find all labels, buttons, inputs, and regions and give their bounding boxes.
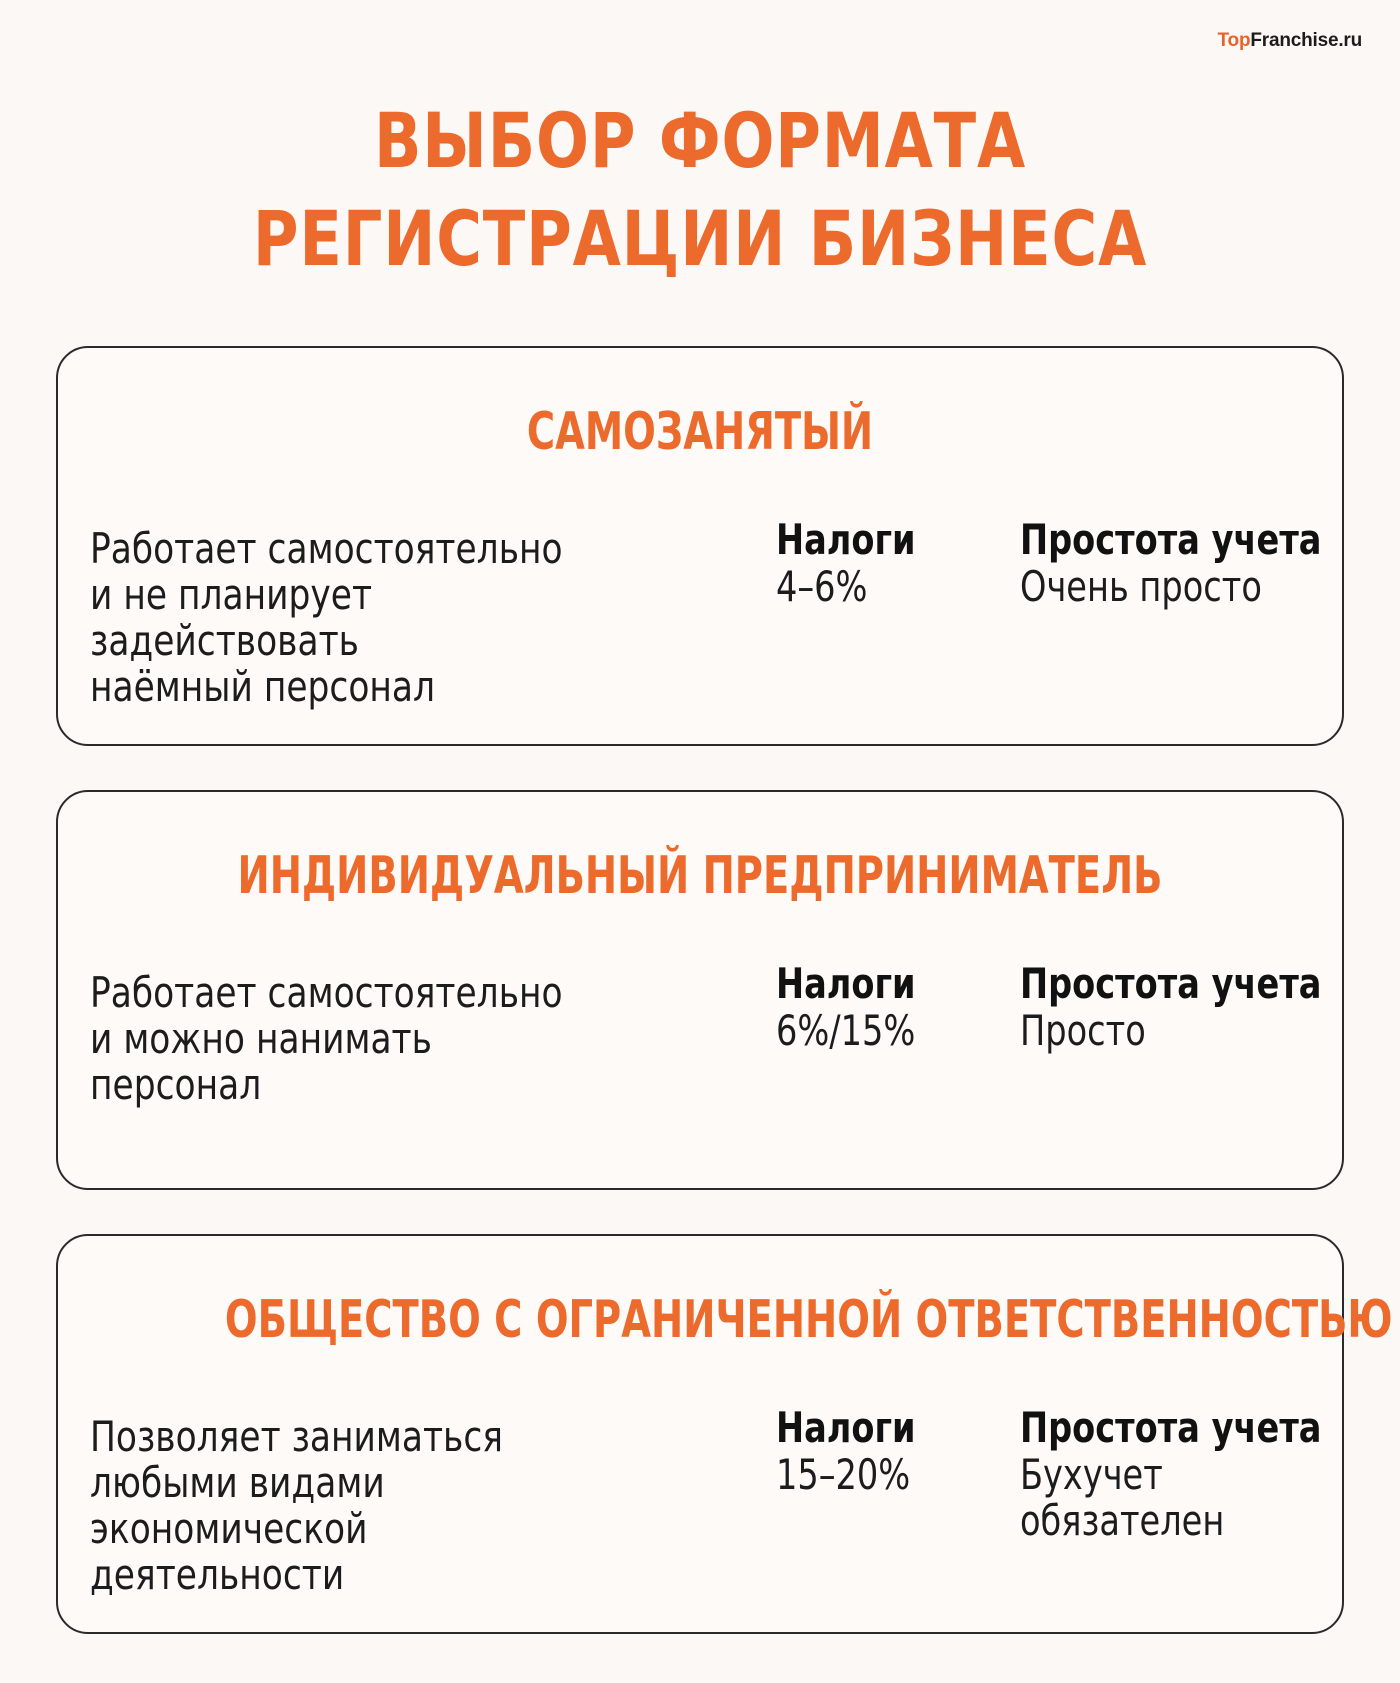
page-title	[126, 92, 1274, 288]
page-title-line-1: ВЫБОР ФОРМАТА	[373, 96, 1027, 185]
card-title: САМОЗАНЯТЫЙ	[526, 402, 874, 462]
card-description: Позволяет заниматься любыми видами экономической деятельности	[90, 1412, 503, 1599]
ease-column	[1020, 516, 1397, 610]
brand-logo	[1218, 30, 1362, 52]
ease-value: Бухучет обязателен	[1020, 1450, 1225, 1545]
tax-value: 4–6%	[776, 562, 868, 611]
ease-label: Простота учета	[1020, 1403, 1322, 1452]
ease-column	[1020, 1404, 1397, 1544]
ease-label: Простота учета	[1020, 959, 1322, 1008]
ease-value: Очень просто	[1020, 562, 1262, 611]
card-description: Работает самостоятельно и не планирует задействовать наёмный персонал	[90, 524, 563, 711]
ease-label: Простота учета	[1020, 515, 1322, 564]
ease-value: Просто	[1020, 1006, 1146, 1055]
tax-label: Налоги	[776, 515, 916, 564]
card-self-employed	[56, 346, 1344, 746]
tax-value: 15–20%	[776, 1450, 911, 1499]
tax-column	[776, 1404, 950, 1498]
card-llc	[56, 1234, 1393, 1634]
card-description: Работает самостоятельно и можно нанимать персонал	[90, 968, 563, 1109]
ease-column	[1020, 960, 1397, 1054]
card-title: ОБЩЕСТВО С ОГРАНИЧЕННОЙ ОТВЕТСТВЕННОСТЬЮ	[224, 1290, 1393, 1350]
card-individual-entrepreneur	[56, 790, 1344, 1190]
page-title-line-2: РЕГИСТРАЦИИ БИЗНЕСА	[252, 194, 1148, 283]
tax-column	[776, 960, 950, 1054]
tax-label: Налоги	[776, 959, 916, 1008]
tax-label: Налоги	[776, 1403, 916, 1452]
card-title: ИНДИВИДУАЛЬНЫЙ ПРЕДПРИНИМАТЕЛЬ	[237, 846, 1163, 906]
tax-column	[776, 516, 950, 610]
logo-accent-text: Top	[1217, 30, 1251, 51]
tax-value: 6%/15%	[776, 1006, 916, 1055]
logo-main-text: Franchise.ru	[1250, 30, 1362, 51]
